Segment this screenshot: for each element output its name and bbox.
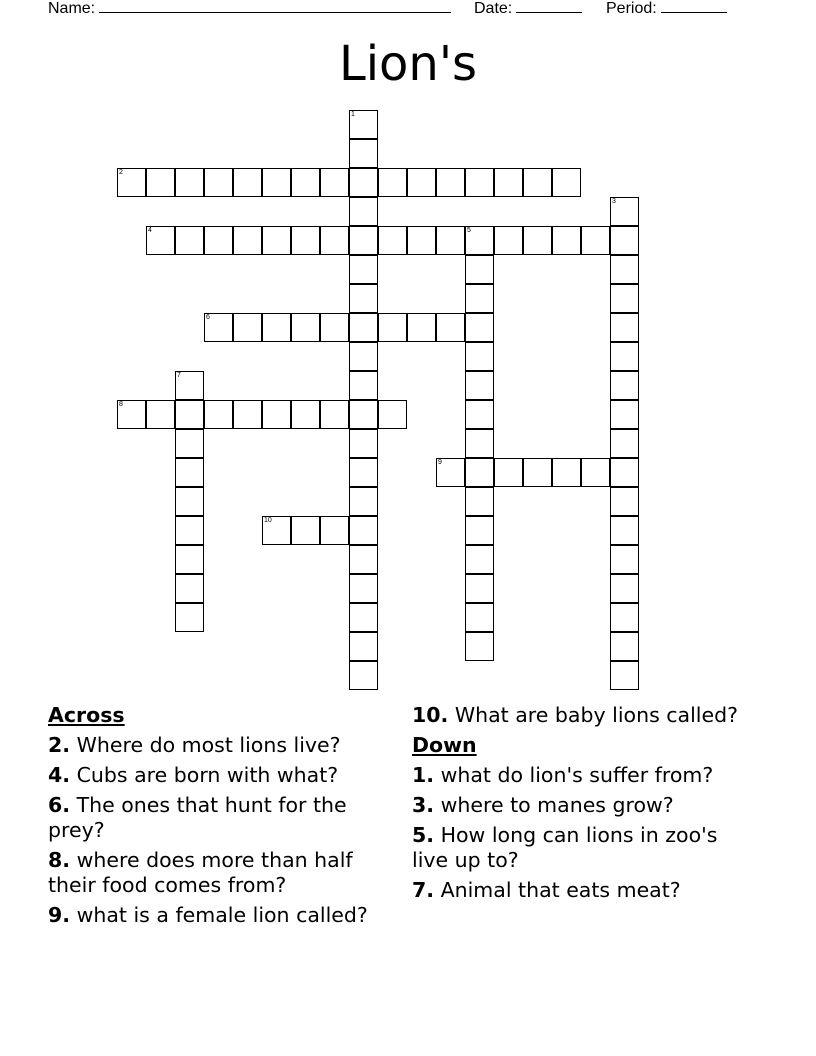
date-label: Date:: [474, 0, 513, 17]
cell-number: 5: [467, 227, 471, 234]
clue-number: 10.: [412, 703, 449, 727]
grid-cell[interactable]: [204, 400, 233, 429]
clue-text: Cubs are born with what?: [76, 763, 339, 787]
grid-cell[interactable]: [175, 400, 204, 429]
grid-cell[interactable]: [581, 226, 610, 255]
grid-cell[interactable]: [494, 226, 523, 255]
grid-cell[interactable]: [581, 458, 610, 487]
clue-down-7: [412, 878, 752, 903]
grid-cell[interactable]: [465, 342, 494, 371]
cell-number: 7: [177, 372, 181, 379]
clue-across-8: [48, 848, 388, 898]
grid-cell[interactable]: [233, 168, 262, 197]
cell-number: 2: [119, 169, 123, 176]
grid-cell[interactable]: [465, 313, 494, 342]
grid-cell[interactable]: [349, 168, 378, 197]
clue-number: 6.: [48, 793, 71, 817]
grid-cell[interactable]: [349, 197, 378, 226]
grid-cell[interactable]: [610, 255, 639, 284]
grid-cell[interactable]: [378, 313, 407, 342]
grid-cell[interactable]: [291, 313, 320, 342]
clue-down-3: [412, 793, 752, 818]
grid-cell[interactable]: [407, 226, 436, 255]
down-list: [412, 763, 752, 903]
grid-cell[interactable]: [175, 371, 204, 400]
grid-cell[interactable]: [262, 168, 291, 197]
grid-cell[interactable]: [175, 226, 204, 255]
clue-number: 5.: [412, 823, 435, 847]
grid-cell[interactable]: [465, 371, 494, 400]
grid-cell[interactable]: [436, 313, 465, 342]
clue-across-10: [412, 703, 752, 728]
clue-across-9: [48, 903, 388, 928]
across-title: Across: [48, 703, 125, 727]
grid-cell[interactable]: [349, 661, 378, 690]
grid-cell[interactable]: [465, 632, 494, 661]
period-label: Period:: [606, 0, 657, 17]
grid-cell[interactable]: [291, 168, 320, 197]
clue-text: Animal that eats meat?: [440, 878, 681, 902]
grid-cell[interactable]: [465, 574, 494, 603]
clue-across-6: [48, 793, 388, 843]
clue-text: where does more than half their food comes from?: [48, 848, 353, 897]
grid-cell[interactable]: [349, 110, 378, 139]
grid-cell[interactable]: [146, 400, 175, 429]
grid-cell[interactable]: [117, 168, 146, 197]
grid-cell[interactable]: [610, 632, 639, 661]
grid-cell[interactable]: [407, 313, 436, 342]
name-label: Name:: [48, 0, 96, 17]
grid-cell[interactable]: [465, 603, 494, 632]
clue-text: what is a female lion called?: [76, 903, 368, 927]
grid-cell[interactable]: [465, 458, 494, 487]
grid-cell[interactable]: [262, 313, 291, 342]
grid-cell[interactable]: [291, 400, 320, 429]
grid-cell[interactable]: [465, 255, 494, 284]
grid-cell[interactable]: [349, 255, 378, 284]
grid-cell[interactable]: [465, 545, 494, 574]
grid-cell[interactable]: [349, 371, 378, 400]
grid-cell[interactable]: [610, 661, 639, 690]
grid-cell[interactable]: [175, 429, 204, 458]
grid-cell[interactable]: [349, 284, 378, 313]
clue-number: 9.: [48, 903, 71, 927]
grid-cell[interactable]: [175, 603, 204, 632]
grid-cell[interactable]: [465, 429, 494, 458]
grid-cell[interactable]: [465, 168, 494, 197]
down-column: [412, 703, 752, 908]
grid-cell[interactable]: [610, 574, 639, 603]
clue-text: The ones that hunt for the prey?: [48, 793, 347, 842]
clue-down-1: [412, 763, 752, 788]
grid-cell[interactable]: [349, 400, 378, 429]
cell-number: 1: [351, 111, 355, 118]
grid-cell[interactable]: [407, 168, 436, 197]
clue-text: Where do most lions live?: [76, 733, 341, 757]
grid-cell[interactable]: [610, 487, 639, 516]
grid-cell[interactable]: [465, 400, 494, 429]
grid-cell[interactable]: [175, 516, 204, 545]
grid-cell[interactable]: [523, 226, 552, 255]
grid-cell[interactable]: [552, 168, 581, 197]
grid-cell[interactable]: [233, 400, 262, 429]
grid-cell[interactable]: [262, 226, 291, 255]
grid-cell[interactable]: [610, 603, 639, 632]
grid-cell[interactable]: [175, 458, 204, 487]
grid-cell[interactable]: [204, 226, 233, 255]
grid-cell[interactable]: [436, 226, 465, 255]
clue-text: where to manes grow?: [440, 793, 674, 817]
cell-number: 10: [264, 517, 272, 524]
grid-cell[interactable]: [349, 342, 378, 371]
clue-text: what do lion's suffer from?: [440, 763, 714, 787]
grid-cell[interactable]: [320, 168, 349, 197]
down-title: Down: [412, 733, 477, 757]
grid-cell[interactable]: [378, 400, 407, 429]
grid-cell[interactable]: [320, 516, 349, 545]
grid-cell[interactable]: [610, 197, 639, 226]
grid-cell[interactable]: [610, 313, 639, 342]
clue-down-5: [412, 823, 752, 873]
grid-cell[interactable]: [349, 429, 378, 458]
clue-number: 3.: [412, 793, 435, 817]
clue-number: 8.: [48, 848, 71, 872]
grid-cell[interactable]: [610, 371, 639, 400]
grid-cell[interactable]: [552, 458, 581, 487]
grid-cell[interactable]: [262, 400, 291, 429]
cell-number: 6: [206, 314, 210, 321]
cell-number: 9: [438, 459, 442, 466]
grid-cell[interactable]: [378, 168, 407, 197]
grid-cell[interactable]: [349, 545, 378, 574]
grid-cell[interactable]: [552, 226, 581, 255]
clue-text: How long can lions in zoo's live up to?: [412, 823, 718, 872]
grid-cell[interactable]: [262, 516, 291, 545]
grid-cell[interactable]: [291, 226, 320, 255]
grid-cell[interactable]: [465, 226, 494, 255]
grid-cell[interactable]: [436, 168, 465, 197]
grid-cell[interactable]: [175, 487, 204, 516]
grid-cell[interactable]: [610, 284, 639, 313]
grid-cell[interactable]: [349, 226, 378, 255]
grid-cell[interactable]: [436, 458, 465, 487]
grid-cell[interactable]: [349, 487, 378, 516]
across-clues: [48, 703, 388, 933]
grid-cell[interactable]: [349, 458, 378, 487]
clue-number: 2.: [48, 733, 71, 757]
grid-cell[interactable]: [610, 429, 639, 458]
grid-cell[interactable]: [204, 313, 233, 342]
page-title: Lion's: [338, 36, 478, 92]
grid-cell[interactable]: [204, 168, 233, 197]
grid-cell[interactable]: [349, 313, 378, 342]
grid-cell[interactable]: [320, 313, 349, 342]
grid-cell[interactable]: [465, 516, 494, 545]
grid-cell[interactable]: [523, 458, 552, 487]
grid-cell[interactable]: [233, 313, 262, 342]
grid-cell[interactable]: [465, 284, 494, 313]
grid-cell[interactable]: [610, 226, 639, 255]
grid-cell[interactable]: [320, 226, 349, 255]
grid-cell[interactable]: [494, 458, 523, 487]
grid-cell[interactable]: [378, 226, 407, 255]
cell-number: 8: [119, 401, 123, 408]
grid-cell[interactable]: [349, 139, 378, 168]
grid-cell[interactable]: [320, 400, 349, 429]
clue-number: 7.: [412, 878, 435, 902]
grid-cell[interactable]: [465, 487, 494, 516]
clue-text: What are baby lions called?: [454, 703, 738, 727]
grid-cell[interactable]: [349, 603, 378, 632]
grid-cell[interactable]: [610, 458, 639, 487]
grid-cell[interactable]: [494, 168, 523, 197]
clue-number: 4.: [48, 763, 71, 787]
grid-cell[interactable]: [610, 545, 639, 574]
clue-number: 1.: [412, 763, 435, 787]
grid-cell[interactable]: [349, 516, 378, 545]
grid-cell[interactable]: [117, 400, 146, 429]
cell-number: 3: [612, 198, 616, 205]
clue-across-4: [48, 763, 388, 788]
grid-cell[interactable]: [610, 342, 639, 371]
grid-cell[interactable]: [175, 168, 204, 197]
cell-number: 4: [148, 227, 152, 234]
grid-cell[interactable]: [146, 226, 175, 255]
grid-cell[interactable]: [175, 574, 204, 603]
grid-cell[interactable]: [175, 545, 204, 574]
grid-cell[interactable]: [146, 168, 175, 197]
across-list: [48, 733, 388, 928]
grid-cell[interactable]: [291, 516, 320, 545]
grid-cell[interactable]: [610, 400, 639, 429]
grid-cell[interactable]: [349, 632, 378, 661]
grid-cell[interactable]: [349, 574, 378, 603]
grid-cell[interactable]: [233, 226, 262, 255]
clue-across-2: [48, 733, 388, 758]
grid-cell[interactable]: [610, 516, 639, 545]
grid-cell[interactable]: [523, 168, 552, 197]
